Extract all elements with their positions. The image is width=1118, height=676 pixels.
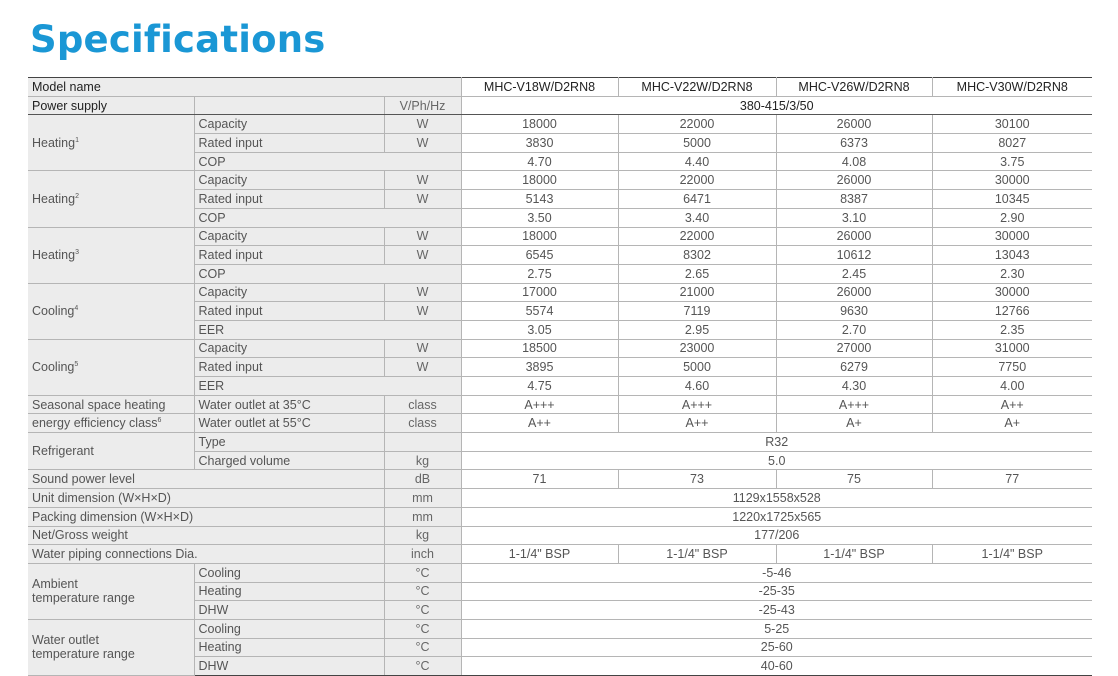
table-row (28, 545, 1092, 564)
table-row (28, 489, 1092, 508)
param-label: Capacity (194, 115, 384, 134)
param-label: COP (194, 208, 461, 227)
value-cell: A+++ (461, 395, 618, 414)
value-cell: 4.00 (932, 377, 1092, 396)
unit-cell: °C (384, 638, 461, 657)
value-cell: 27000 (776, 339, 932, 358)
value-cell: 18000 (461, 171, 618, 190)
value-cell: 2.45 (776, 264, 932, 283)
table-row (28, 619, 1092, 638)
seasonal-label-line1: Seasonal space heating (28, 395, 194, 414)
value-cell: 26000 (776, 227, 932, 246)
unit-cell: dB (384, 470, 461, 489)
unit-cell: W (384, 115, 461, 134)
param-label: EER (194, 320, 461, 339)
table-row (28, 339, 1092, 358)
unit-cell: °C (384, 563, 461, 582)
sound-label: Sound power level (28, 470, 384, 489)
unit-cell: °C (384, 619, 461, 638)
value-cell: 5.0 (461, 451, 1092, 470)
unit-cell (384, 433, 461, 452)
unit-cell: class (384, 395, 461, 414)
cooling4-label: Cooling$^4$ (28, 283, 194, 339)
unit-cell: V/Ph/Hz (384, 96, 461, 115)
value-cell: A+++ (618, 395, 776, 414)
unit-cell: kg (384, 526, 461, 545)
value-cell: A+ (776, 414, 932, 433)
table-row (28, 526, 1092, 545)
unit-cell: W (384, 134, 461, 153)
water-outlet-temperature-label: Water outlet temperature range (28, 619, 194, 675)
ambient-temperature-label: Ambient temperature range (28, 563, 194, 619)
param-label: Cooling (194, 563, 384, 582)
value-cell: R32 (461, 433, 1092, 452)
unit-cell: W (384, 227, 461, 246)
unit-cell: mm (384, 489, 461, 508)
param-label: Heating (194, 638, 384, 657)
power-supply-label: Power supply (28, 96, 194, 115)
value-cell: A++ (461, 414, 618, 433)
value-cell: -5-46 (461, 563, 1092, 582)
unit-cell: W (384, 302, 461, 321)
param-label: Capacity (194, 283, 384, 302)
param-label: Rated input (194, 246, 384, 265)
value-cell: 2.95 (618, 320, 776, 339)
heating2-label: Heating$^2$ (28, 171, 194, 227)
value-cell: 26000 (776, 283, 932, 302)
value-cell: 12766 (932, 302, 1092, 321)
value-cell: 4.30 (776, 377, 932, 396)
value-cell: 17000 (461, 283, 618, 302)
unit-cell: kg (384, 451, 461, 470)
unit-cell: mm (384, 507, 461, 526)
model-header: MHC-V30W/D2RN8 (932, 78, 1092, 97)
model-header: MHC-V18W/D2RN8 (461, 78, 618, 97)
unit-cell: W (384, 358, 461, 377)
param-label: Water outlet at 35°C (194, 395, 384, 414)
value-cell: 18000 (461, 227, 618, 246)
value-cell: 77 (932, 470, 1092, 489)
unit-cell: W (384, 190, 461, 209)
table-row (28, 395, 1092, 414)
value-cell: 8387 (776, 190, 932, 209)
value-cell: 4.75 (461, 377, 618, 396)
value-cell: 18000 (461, 115, 618, 134)
param-label: DHW (194, 601, 384, 620)
value-cell: 5574 (461, 302, 618, 321)
value-cell: 2.70 (776, 320, 932, 339)
weight-label: Net/Gross weight (28, 526, 384, 545)
value-cell: 7119 (618, 302, 776, 321)
value-cell: 30100 (932, 115, 1092, 134)
unit-dimension-label: Unit dimension (W×H×D) (28, 489, 384, 508)
table-row (28, 283, 1092, 302)
water-piping-label: Water piping connections Dia. (28, 545, 384, 564)
value-cell: 9630 (776, 302, 932, 321)
param-label: Rated input (194, 302, 384, 321)
param-label: DHW (194, 657, 384, 676)
param-label: Charged volume (194, 451, 384, 470)
value-cell: 3.10 (776, 208, 932, 227)
value-cell: -25-43 (461, 601, 1092, 620)
unit-cell: °C (384, 582, 461, 601)
value-cell: 3830 (461, 134, 618, 153)
page-title: Specifications (30, 18, 326, 61)
unit-cell: W (384, 246, 461, 265)
param-label: Capacity (194, 171, 384, 190)
value-cell: 2.65 (618, 264, 776, 283)
value-cell: 30000 (932, 283, 1092, 302)
value-cell: 22000 (618, 227, 776, 246)
unit-cell: °C (384, 657, 461, 676)
table-row (28, 470, 1092, 489)
packing-dimension-label: Packing dimension (W×H×D) (28, 507, 384, 526)
param-label: COP (194, 264, 461, 283)
heating3-label: Heating$^3$ (28, 227, 194, 283)
value-cell: 73 (618, 470, 776, 489)
table-row (28, 507, 1092, 526)
param-label: Water outlet at 55°C (194, 414, 384, 433)
value-cell: 5143 (461, 190, 618, 209)
value-cell: 177/206 (461, 526, 1092, 545)
value-cell: 8302 (618, 246, 776, 265)
value-cell: A++ (932, 395, 1092, 414)
value-cell: 5000 (618, 358, 776, 377)
model-header: MHC-V22W/D2RN8 (618, 78, 776, 97)
unit-cell: W (384, 171, 461, 190)
value-cell: 1-1/4" BSP (618, 545, 776, 564)
value-cell: 6545 (461, 246, 618, 265)
power-supply-row (28, 96, 1092, 115)
value-cell: 10612 (776, 246, 932, 265)
value-cell: -25-35 (461, 582, 1092, 601)
power-supply-value: 380-415/3/50 (461, 96, 1092, 115)
value-cell: 3895 (461, 358, 618, 377)
value-cell: 1-1/4" BSP (461, 545, 618, 564)
value-cell: 40-60 (461, 657, 1092, 676)
heating1-label: Heating$^1$ (28, 115, 194, 171)
value-cell: 1-1/4" BSP (932, 545, 1092, 564)
table-row (28, 227, 1092, 246)
value-cell: A++ (618, 414, 776, 433)
value-cell: 21000 (618, 283, 776, 302)
value-cell: 4.40 (618, 152, 776, 171)
unit-cell: °C (384, 601, 461, 620)
cooling5-label: Cooling$^5$ (28, 339, 194, 395)
value-cell: 8027 (932, 134, 1092, 153)
value-cell: 4.70 (461, 152, 618, 171)
value-cell: 30000 (932, 227, 1092, 246)
model-header: MHC-V26W/D2RN8 (776, 78, 932, 97)
value-cell: 18500 (461, 339, 618, 358)
table-row (28, 171, 1092, 190)
value-cell: 4.60 (618, 377, 776, 396)
empty-cell (194, 96, 384, 115)
value-cell: 2.35 (932, 320, 1092, 339)
value-cell: 2.90 (932, 208, 1092, 227)
param-label: Rated input (194, 190, 384, 209)
value-cell: 75 (776, 470, 932, 489)
param-label: Capacity (194, 339, 384, 358)
value-cell: A+++ (776, 395, 932, 414)
seasonal-label-line2: energy efficiency class$^6$ (28, 414, 194, 433)
value-cell: 3.50 (461, 208, 618, 227)
value-cell: 22000 (618, 171, 776, 190)
value-cell: 1220x1725x565 (461, 507, 1092, 526)
param-label: Cooling (194, 619, 384, 638)
value-cell: 6471 (618, 190, 776, 209)
model-name-row (28, 78, 1092, 97)
unit-cell: class (384, 414, 461, 433)
value-cell: 25-60 (461, 638, 1092, 657)
param-label: Heating (194, 582, 384, 601)
value-cell: 3.05 (461, 320, 618, 339)
value-cell: 26000 (776, 171, 932, 190)
value-cell: 7750 (932, 358, 1092, 377)
table-row (28, 433, 1092, 452)
unit-cell: W (384, 283, 461, 302)
value-cell: 1-1/4" BSP (776, 545, 932, 564)
param-label: Rated input (194, 358, 384, 377)
value-cell: 22000 (618, 115, 776, 134)
value-cell: 23000 (618, 339, 776, 358)
value-cell: 2.75 (461, 264, 618, 283)
value-cell: 13043 (932, 246, 1092, 265)
value-cell: 6373 (776, 134, 932, 153)
value-cell: 1129x1558x528 (461, 489, 1092, 508)
value-cell: 10345 (932, 190, 1092, 209)
value-cell: 30000 (932, 171, 1092, 190)
value-cell: 3.75 (932, 152, 1092, 171)
value-cell: 31000 (932, 339, 1092, 358)
unit-cell: inch (384, 545, 461, 564)
param-label: Type (194, 433, 384, 452)
param-label: Capacity (194, 227, 384, 246)
refrigerant-label: Refrigerant (28, 433, 194, 470)
model-name-label: Model name (28, 78, 461, 97)
value-cell: 5-25 (461, 619, 1092, 638)
table-row (28, 115, 1092, 134)
value-cell: 4.08 (776, 152, 932, 171)
value-cell: 3.40 (618, 208, 776, 227)
value-cell: 26000 (776, 115, 932, 134)
value-cell: 6279 (776, 358, 932, 377)
value-cell: 5000 (618, 134, 776, 153)
table-row (28, 414, 1092, 433)
unit-cell: W (384, 339, 461, 358)
value-cell: 71 (461, 470, 618, 489)
value-cell: A+ (932, 414, 1092, 433)
table-row (28, 563, 1092, 582)
param-label: EER (194, 377, 461, 396)
param-label: Rated input (194, 134, 384, 153)
specifications-table (28, 77, 1092, 676)
param-label: COP (194, 152, 461, 171)
value-cell: 2.30 (932, 264, 1092, 283)
